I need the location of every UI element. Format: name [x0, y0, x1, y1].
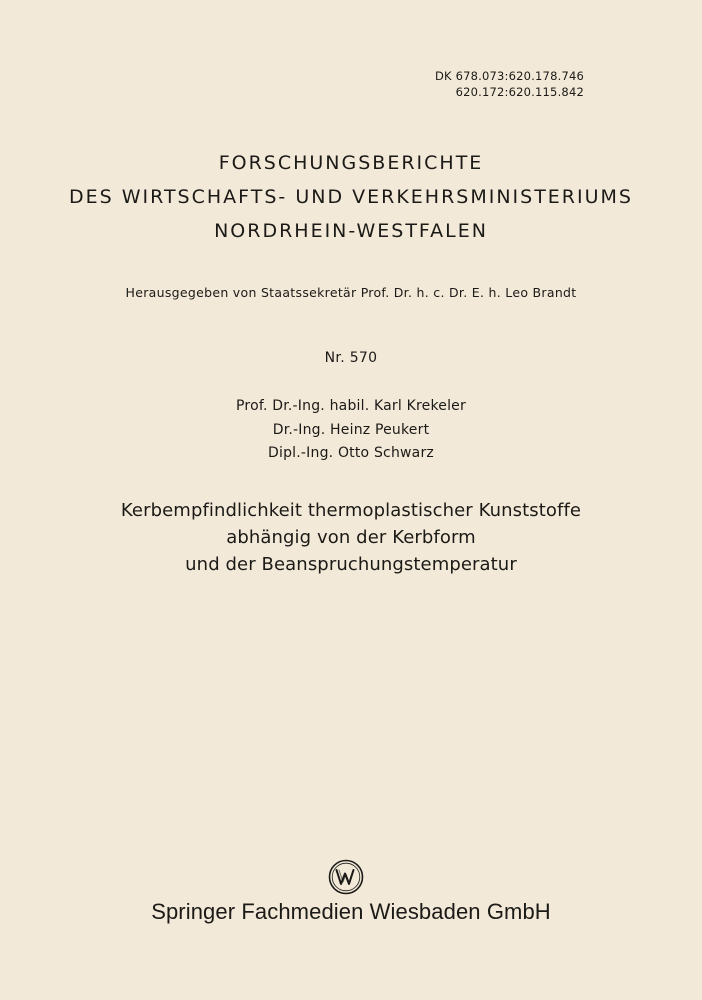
author-2: Dr.-Ing. Heinz Peukert — [272, 421, 430, 438]
series-title-line-2: DES WIRTSCHAFTS- UND VERKEHRSMINISTERIUMS — [69, 186, 633, 208]
classification-code-line-1: DK 678.073:620.178.746 — [434, 69, 584, 83]
springer-logo-icon — [328, 859, 364, 895]
editor-line: Herausgegeben von Staatssekretär Prof. Dr. h. c. Dr. E. h. Leo Brandt — [125, 285, 577, 300]
author-1: Prof. Dr.-Ing. habil. Karl Krekeler — [236, 398, 466, 414]
author-3: Dipl.-Ing. Otto Schwarz — [268, 445, 434, 461]
report-title-line-1: Kerbempfindlichkeit thermoplastischer Kunststoffe — [120, 500, 582, 521]
report-number: Nr. 570 — [324, 350, 378, 366]
classification-codes — [435, 68, 584, 100]
series-title-line-1: FORSCHUNGSBERICHTE — [218, 152, 484, 174]
report-title-line-2: abhängig von der Kerbform — [226, 527, 476, 548]
publisher-name: Springer Fachmedien Wiesbaden GmbH — [151, 899, 551, 924]
classification-code-line-2: 620.172:620.115.842 — [455, 85, 584, 99]
author-list — [0, 395, 702, 466]
report-title — [0, 497, 702, 578]
report-title-line-3: und der Beanspruchungstemperatur — [185, 554, 517, 575]
series-heading — [0, 146, 702, 248]
series-title-line-3: NORDRHEIN-WESTFALEN — [214, 220, 488, 242]
